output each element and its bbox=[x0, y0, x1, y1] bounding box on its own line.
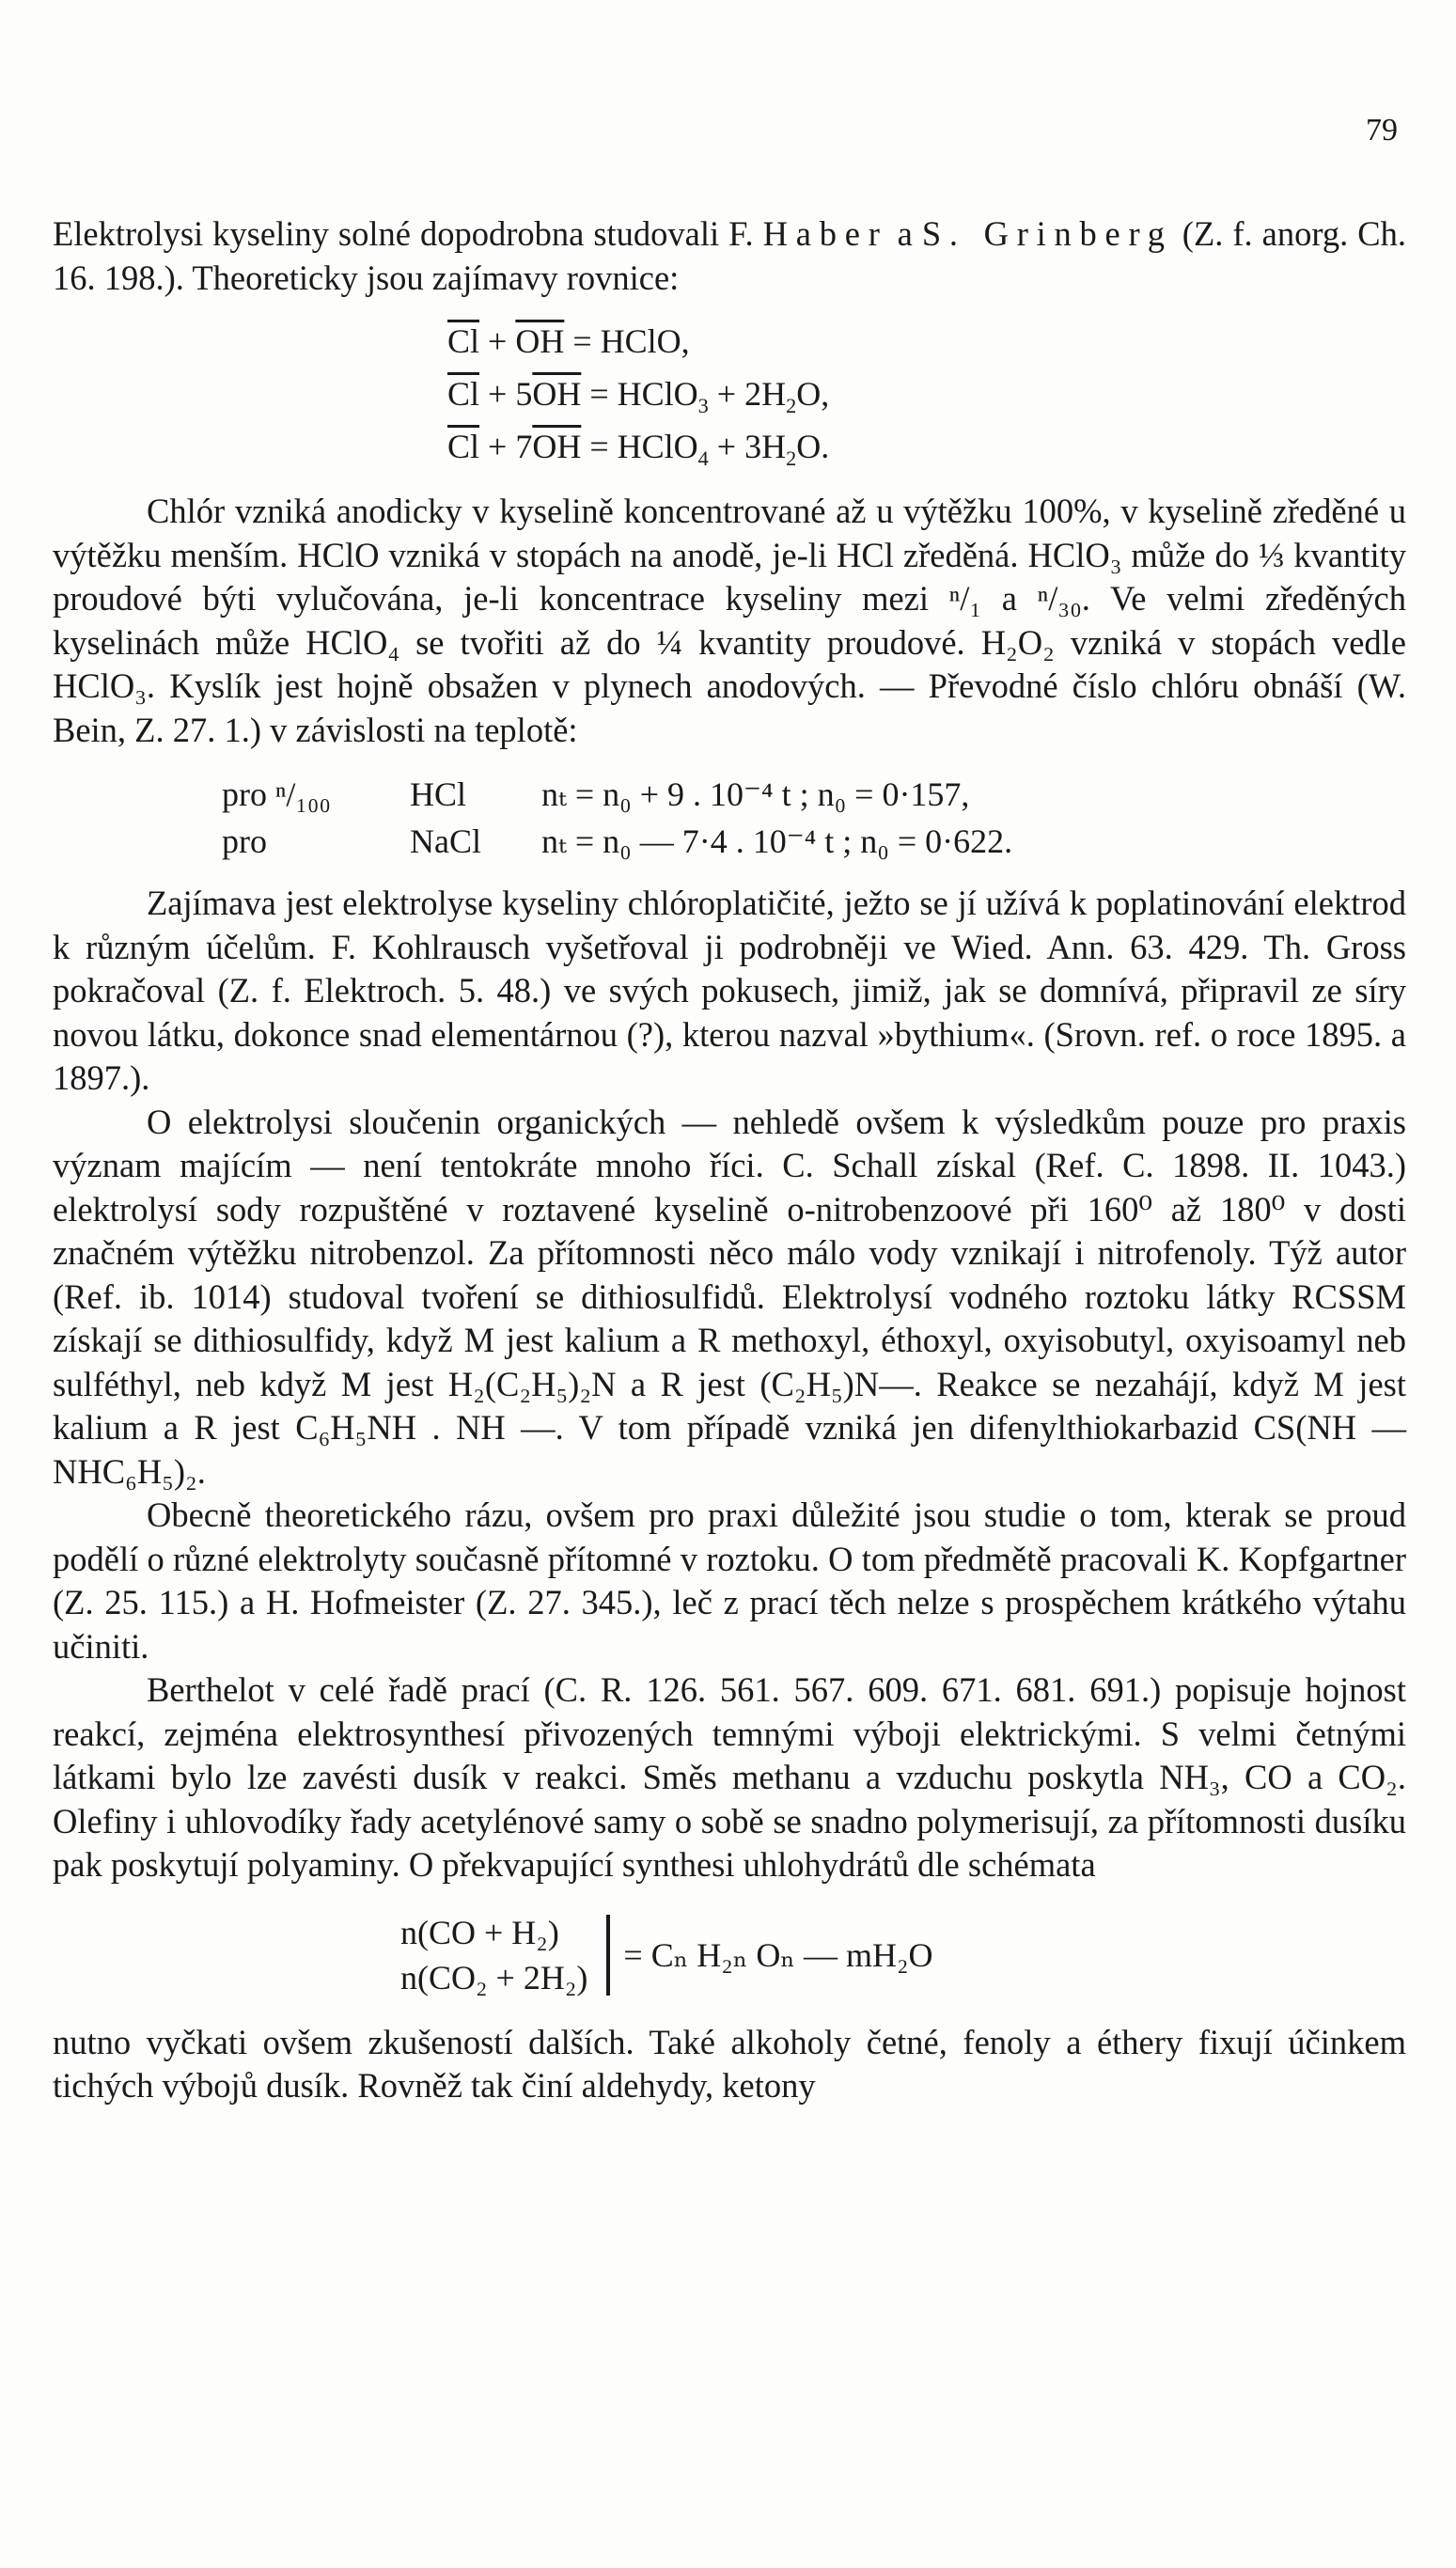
paragraph-5: Obecně theoretického rázu, ovšem pro praxi důležité jsou studie o tom, kterak se proud podělí o různé elektrolyty současně přítomné v roztoku. O tom předmětě pracovali K. Kopfgartner (Z. 25. 115.) a H. Hofmeister (Z. 27. 345.), leč z prací těch nelze s prospěchem krátkého výtahu učiniti. bbox=[53, 1495, 1406, 1666]
chlorine-equations bbox=[447, 315, 1406, 473]
scheme-brace bbox=[593, 1915, 610, 1996]
equation-row: $\overline{Cl} + 7\overline{OH}$ = HClO$_4$ + $3H_2O$. bbox=[447, 428, 830, 471]
equation-row: $\overline{Cl} + 5\overline{OH}$ = HClO$_3$ + $2H_2O$, bbox=[447, 375, 830, 418]
carbohydrate-scheme bbox=[400, 1910, 1406, 2000]
page-body bbox=[53, 212, 1406, 2108]
scheme-reactants: n(CO + H₂) n(CO₂ + 2H₂) bbox=[400, 1913, 588, 1996]
author-grinberg: S. Grinberg bbox=[921, 214, 1173, 253]
equation-row: $\overline{Cl} + \overline{OH}$ = HClO, bbox=[447, 322, 690, 360]
author-haber: Haber bbox=[762, 214, 888, 253]
paragraph-3: Zajímava jest elektrolyse kyseliny chlóroplatičité, ježto se jí užívá k poplatinování elektrod k různým účelům. F. Kohlrausch vyšetřoval ji podrobněji ve Wied. Ann. 63. 429. Th. Gross pokračoval (Z. f. Elektroch. 5. 48.) ve svých pokusech, jimiž, jak se domnívá, připravil ze síry novou látku, dokonce snad elementárnou (?), kterou nazval »bythium«. (Srovn. ref. o roce 1895. a 1897.). bbox=[53, 884, 1406, 1097]
paragraph-1: Elektrolysi kyseliny solné dopodrobna studovali F. Haber a S. Grinberg (Z. f. anorg. Ch. 16. 198.). Theoreticky jsou zajímavy rovnice: bbox=[53, 214, 1406, 297]
formula-row: pro ⁿ/₁₀₀ HCl nₜ = n₀ + 9 . 10⁻⁴ t ; n₀ = 0·157, bbox=[222, 775, 970, 813]
page-number: 79 bbox=[1366, 113, 1398, 148]
paragraph-6: Berthelot v celé řadě prací (C. R. 126. 561. 567. 609. 671. 681. 691.) popisuje hojnost reakcí, zejména elektrosynthesí přivozených temnými výboji elektrickými. S velmi četnými látkami bylo lze zavésti dusík v reakci. Směs methanu a vzduchu poskytla NH₃, CO a CO₂. Olefiny i uhlovodíky řady acetylénové samy o sobě se snadno polymerisují, za přítomnosti dusíku pak poskytují polyaminy. O překvapující synthesi uhlohydrátů dle schémata bbox=[53, 1670, 1406, 1884]
transference-formulas bbox=[222, 771, 1406, 865]
paragraph-4: O elektrolysi sloučenin organických — nehledě ovšem k výsledkům pouze pro praxis význam majícím — není tentokráte mnoho říci. C. Schall získal (Ref. C. 1898. II. 1043.) elektrolysí sody rozpuštěné v roztavené kyselině o-nitrobenzoové při 160⁰ až 180⁰ v dosti značném výtěžku nitrobenzol. Za přítomnosti něco málo vody vznikají i nitrofenoly. Týž autor (Ref. ib. 1014) studoval tvoření se dithiosulfidů. Elektrolysí vodného roztoku látky RCSSM získají se dithiosulfidy, když M jest kalium a R methoxyl, éthoxyl, oxyisobutyl, oxyisoamyl neb sulféthyl, neb když M jest H₂(C₂H₅)₂N a R jest (C₂H₅)N—. Reakce se nezahájí, když M jest kalium a R jest C₆H₅NH . NH —. V tom případě vzniká jen difenylthiokarbazid CS(NH — NHC₆H₅)₂. bbox=[53, 1102, 1406, 1491]
formula-row: pro NaCl nₜ = n₀ — 7·4 . 10⁻⁴ t ; n₀ = 0·622. bbox=[222, 822, 1013, 860]
scheme-product: = Cₙ H₂ₙ Oₙ — mH₂O bbox=[623, 1935, 933, 1974]
paragraph-7: nutno vyčkati ovšem zkušeností dalších. Také alkoholy četné, fenoly a éthery fixují účinkem tichých výbojů dusík. Rovněž tak činí aldehydy, ketony bbox=[53, 2022, 1406, 2105]
paragraph-2: Chlór vzniká anodicky v kyselině koncentrované až u výtěžku 100%, v kyselině zředěné u výtěžku menším. HClO vzniká v stopách na anodě, je-li HCl zředěná. HClO₃ může do ⅓ kvantity proudové býti vylučována, je-li koncentrace kyseliny mezi ⁿ/₁ a ⁿ/₃₀. Ve velmi zředěných kyselinách může HClO₄ se tvořiti až do ¼ kvantity proudové. H₂O₂ vzniká v stopách vedle HClO₃. Kyslík jest hojně obsažen v plynech anodových. — Převodné číslo chlóru obnáší (W. Bein, Z. 27. 1.) v závislosti na teplotě: bbox=[53, 492, 1406, 749]
